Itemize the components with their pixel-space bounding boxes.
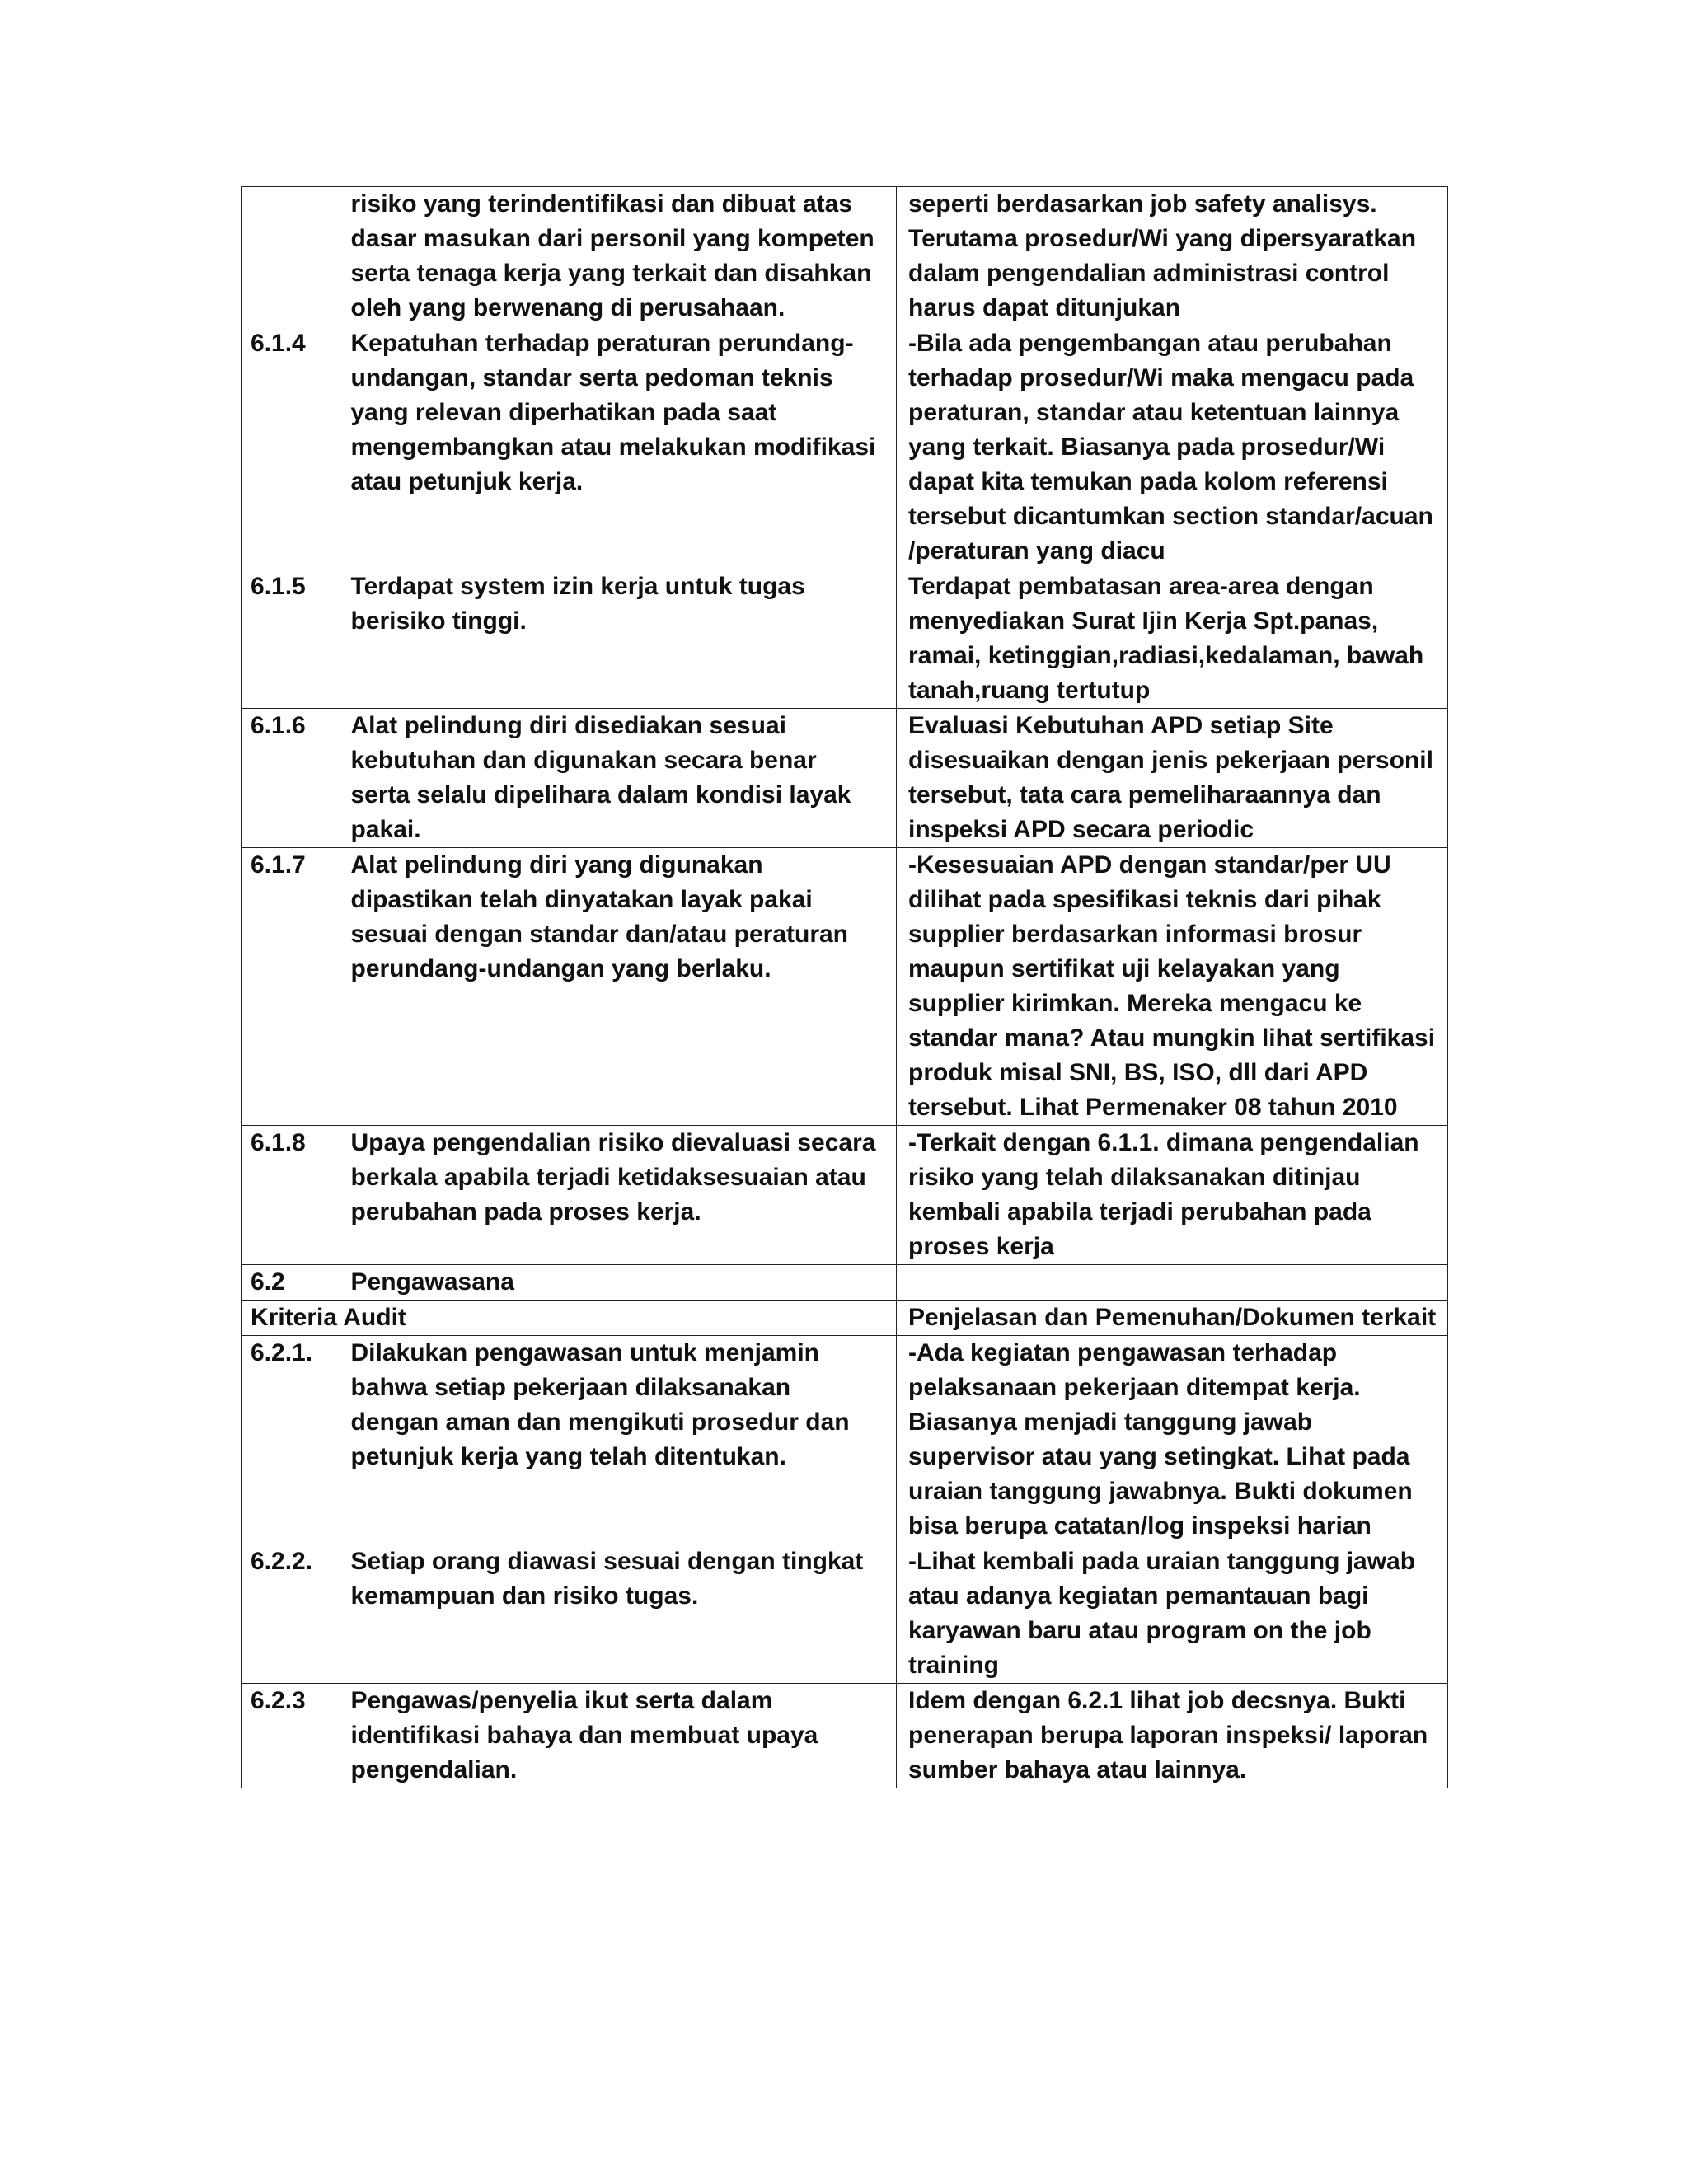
criteria-text: Dilakukan pengawasan untuk menjamin bahwa setiap pekerjaan dilaksanakan dengan aman dan mengikuti prosedur dan petunjuk kerja yang telah ditentukan. [348, 1336, 897, 1544]
table-row [242, 187, 1448, 326]
explanation-text: Terdapat pembatasan area-area dengan menyediakan Surat Ijin Kerja Spt.panas, ramai, ketinggian,radiasi,kedalaman, bawah tanah,ruang tertutup [897, 569, 1448, 709]
header-criteria: Kriteria Audit [242, 1301, 897, 1336]
criteria-text: Pengawas/penyelia ikut serta dalam identifikasi bahaya dan membuat upaya pengendalian. [348, 1684, 897, 1788]
criteria-number: 6.1.6 [242, 709, 348, 848]
criteria-number: 6.2.1. [242, 1336, 348, 1544]
header-explanation: Penjelasan dan Pemenuhan/Dokumen terkait [897, 1301, 1448, 1336]
section-empty-cell [897, 1265, 1448, 1301]
criteria-text: risiko yang terindentifikasi dan dibuat atas dasar masukan dari personil yang kompeten serta tenaga kerja yang terkait dan disahkan oleh yang berwenang di perusahaan. [348, 187, 897, 326]
explanation-text: -Bila ada pengembangan atau perubahan terhadap prosedur/Wi maka mengacu pada peraturan, standar atau ketentuan lainnya yang terkait. Biasanya pada prosedur/Wi dapat kita temukan pada kolom referensi tersebut dicantumkan section standar/acuan /peraturan yang diacu [897, 326, 1448, 569]
section-row [242, 1265, 1448, 1301]
criteria-number: 6.1.7 [242, 848, 348, 1126]
explanation-text: -Lihat kembali pada uraian tanggung jawab atau adanya kegiatan pemantauan bagi karyawan baru atau program on the job training [897, 1544, 1448, 1684]
criteria-number: 6.1.5 [242, 569, 348, 709]
table-row [242, 1684, 1448, 1788]
criteria-number: 6.1.8 [242, 1126, 348, 1265]
section-title: Pengawasana [348, 1265, 897, 1301]
explanation-text: Evaluasi Kebutuhan APD setiap Site disesuaikan dengan jenis pekerjaan personil tersebut, tata cara pemeliharaannya dan inspeksi APD secara periodic [897, 709, 1448, 848]
section-number: 6.2 [242, 1265, 348, 1301]
criteria-text: Alat pelindung diri disediakan sesuai kebutuhan dan digunakan secara benar serta selalu dipelihara dalam kondisi layak pakai. [348, 709, 897, 848]
criteria-text: Alat pelindung diri yang digunakan dipastikan telah dinyatakan layak pakai sesuai dengan standar dan/atau peraturan perundang-undangan yang berlaku. [348, 848, 897, 1126]
table-row [242, 1126, 1448, 1265]
table-row [242, 1336, 1448, 1544]
explanation-text: Idem dengan 6.2.1 lihat job decsnya. Bukti penerapan berupa laporan inspeksi/ laporan sumber bahaya atau lainnya. [897, 1684, 1448, 1788]
criteria-number [242, 187, 348, 326]
table-row [242, 1544, 1448, 1684]
criteria-text: Kepatuhan terhadap peraturan perundang-undangan, standar serta pedoman teknis yang relevan diperhatikan pada saat mengembangkan atau melakukan modifikasi atau petunjuk kerja. [348, 326, 897, 569]
explanation-text: -Ada kegiatan pengawasan terhadap pelaksanaan pekerjaan ditempat kerja. Biasanya menjadi tanggung jawab supervisor atau yang setingkat. Lihat pada uraian tanggung jawabnya. Bukti dokumen bisa berupa catatan/log inspeksi harian [897, 1336, 1448, 1544]
criteria-text: Upaya pengendalian risiko dievaluasi secara berkala apabila terjadi ketidaksesuaian atau perubahan pada proses kerja. [348, 1126, 897, 1265]
explanation-text: seperti berdasarkan job safety analisys. Terutama prosedur/Wi yang dipersyaratkan dalam pengendalian administrasi control harus dapat ditunjukan [897, 187, 1448, 326]
criteria-text: Setiap orang diawasi sesuai dengan tingkat kemampuan dan risiko tugas. [348, 1544, 897, 1684]
header-row [242, 1301, 1448, 1336]
criteria-number: 6.2.2. [242, 1544, 348, 1684]
criteria-text: Terdapat system izin kerja untuk tugas berisiko tinggi. [348, 569, 897, 709]
explanation-text: -Terkait dengan 6.1.1. dimana pengendalian risiko yang telah dilaksanakan ditinjau kembali apabila terjadi perubahan pada proses kerja [897, 1126, 1448, 1265]
table-row [242, 848, 1448, 1126]
explanation-text: -Kesesuaian APD dengan standar/per UU dilihat pada spesifikasi teknis dari pihak supplier berdasarkan informasi brosur maupun sertifikat uji kelayakan yang supplier kirimkan. Mereka mengacu ke standar mana? Atau mungkin lihat sertifikasi produk misal SNI, BS, ISO, dll dari APD tersebut. Lihat Permenaker 08 tahun 2010 [897, 848, 1448, 1126]
table-row [242, 569, 1448, 709]
table-row [242, 709, 1448, 848]
criteria-number: 6.1.4 [242, 326, 348, 569]
audit-criteria-table [241, 186, 1448, 1788]
table-row [242, 326, 1448, 569]
criteria-number: 6.2.3 [242, 1684, 348, 1788]
